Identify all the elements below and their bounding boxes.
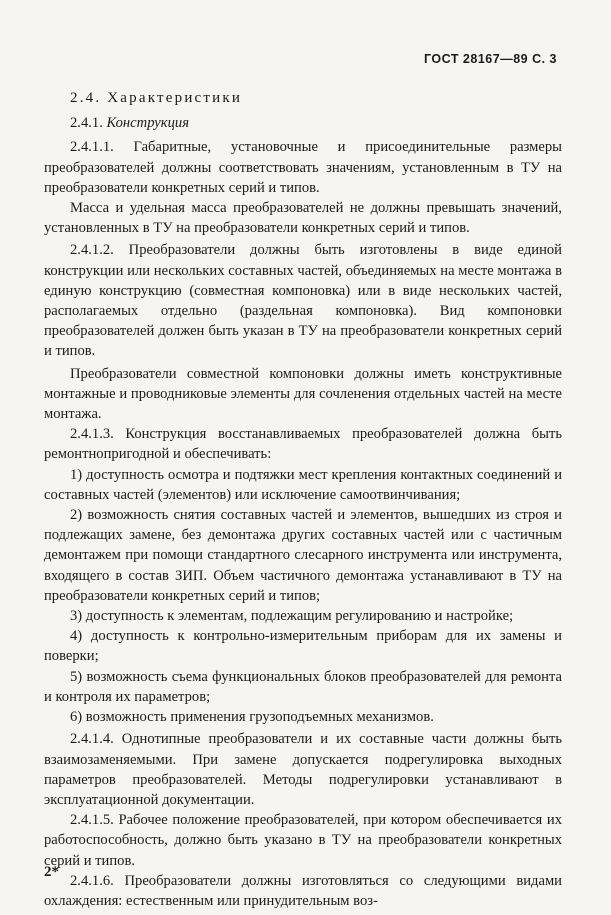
paragraph: Преобразователи совместной компоновки должны иметь конструктивные монтажные и проводниковые элементы для сочленения отдельных частей на месте монтажа.	[44, 365, 562, 423]
list-item: 5) возможность съема функциональных блоков преобразователей для ремонта и контроля их параметров;	[44, 668, 562, 705]
paragraph: 2.4.1.3. Конструкция восстанавливаемых преобразователей должна быть ремонтнопригодной и обеспечивать:	[44, 426, 562, 463]
list-item: 3) доступность к элементам, подлежащим регулированию и настройке;	[70, 608, 514, 625]
list-item: 1) доступность осмотра и подтяжки мест крепления контактных соединений и составных частей (элементов) или исключение самоотвинчивания;	[44, 466, 562, 503]
list-item: 6) возможность применения грузоподъемных механизмов.	[70, 709, 434, 726]
paragraph: 2.4.1.2. Преобразователи должны быть изготовлены в виде единой конструкции или нескольких составных частей, объединяемых на месте монтажа в единую конструкцию (совместная компоновка) или в виде нескольких частей, располагаемых отдельно (раздельная компоновка). Вид компоновки преобразователей должен быть указан в ТУ на преобразователи конкретных серий и типов.	[44, 242, 562, 360]
subsection-number: 2.4.1.	[70, 115, 103, 132]
list-item: 2) возможность снятия составных частей и элементов, вышедших из строя и подлежащих замене, без демонтажа других составных частей или с частичным демонтажем при помощи стандартного слесарного инструмента или инструмента, входящего в состав ЗИП. Объем частичного демонтажа устанавливают в ТУ на преобразователи конкретных серий и типов;	[44, 507, 562, 604]
subsection-heading	[44, 113, 562, 133]
section-number: 2.4.	[70, 90, 102, 106]
subsection-title: Конструкция	[106, 115, 189, 132]
paragraph: Масса и удельная масса преобразователей не должны превышать значений, установленных в ТУ на преобразователи конкретных серий и типов.	[44, 200, 562, 237]
paragraph: 2.4.1.6. Преобразователи должны изготовляться со следующими видами охлаждения: естественным или принудительным воз-	[44, 872, 562, 909]
paragraph: 2.4.1.4. Однотипные преобразователи и их составные части должны быть взаимозаменяемыми. При замене допускается подрегулировка выходных параметров преобразователей. Методы подрегулировки устанавливают в эксплуатационной документации.	[44, 731, 562, 808]
list-item: 4) доступность к контрольно-измерительным приборам для их замены и поверки;	[44, 628, 562, 665]
section-heading	[44, 88, 562, 108]
document-body	[44, 88, 562, 911]
page-mark: 2*	[44, 864, 59, 880]
section-title: Характеристики	[107, 90, 243, 106]
page-header: ГОСТ 28167—89 С. 3	[423, 52, 557, 66]
paragraph: 2.4.1.1. Габаритные, установочные и присоединительные размеры преобразователей должны соответствовать значениям, установленным в ТУ на преобразователи конкретных серий и типов.	[44, 139, 562, 196]
paragraph: 2.4.1.5. Рабочее положение преобразователей, при котором обеспечивается их работоспособность, должно быть указано в ТУ на преобразователи конкретных серий и типов.	[44, 812, 562, 869]
